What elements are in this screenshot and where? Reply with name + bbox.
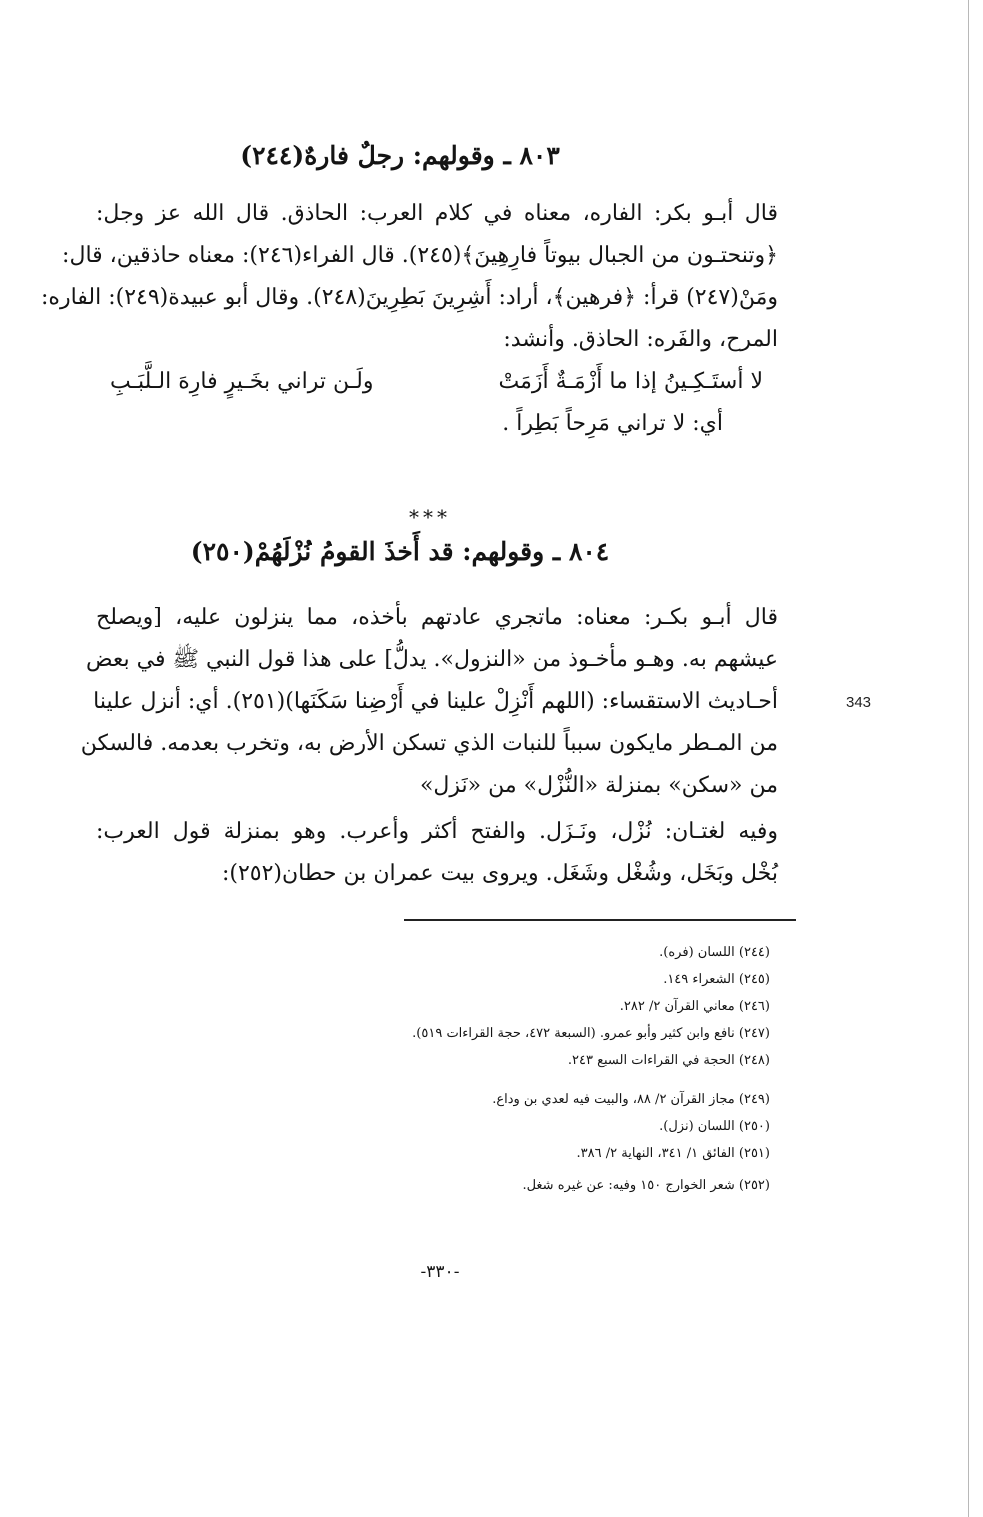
entry-803-line-1: قال أبـو بكر: الفاره، معناه في كلام العرب: الحاذق. قال الله عز وجل: [96, 201, 778, 226]
entry-heading-804: ٨٠٤ ـ وقولهم: قد أَخذَ القومُ نُزْلَهُمْ(٢٥٠) [190, 537, 610, 566]
footnote-250: (٢٥٠) اللسان (نزل). [659, 1119, 770, 1134]
footnote-252: (٢٥٢) شعر الخوارج ١٥٠ وفيه: عن غيره شغل. [522, 1178, 770, 1193]
entry-804-line-4: من المـطر مايكون سبباً للنبات الذي تسكن الأرض به، وتخرب بعدمه. فالسكن [80, 731, 778, 756]
verse-gloss: أي: لا تراني مَرِحاً بَطِراً . [502, 411, 723, 436]
entry-804-line-6: وفيه لغتـان: نُزْل، ونَـزَل. والفتح أكثر وأعرب. وهو بمنزلة قول العرب: [96, 819, 778, 844]
footnote-249: (٢٤٩) مجاز القرآن ٢/ ٨٨، والبيت فيه لعدي بن وداع. [492, 1092, 770, 1107]
entry-803-line-2: ﴿وتنحتـون من الجبال بيوتاً فارِهِينَ﴾(٢٤٥). قال الفراء(٢٤٦): معناه حاذقين، قال: [62, 243, 778, 268]
entry-803-line-3: ومَنْ(٢٤٧) قرأ: ﴿فرهين﴾، أراد: أَشِرِينَ بَطِرِينَ(٢٤٨). وقال أبو عبيدة(٢٤٩): الفاره: [41, 285, 778, 310]
footnote-251: (٢٥١) الفائق ١/ ٣٤١، النهاية ٢/ ٣٨٦. [576, 1146, 770, 1161]
entry-803-line-4: المرح، والفَره: الحاذق. وأنشد: [503, 327, 778, 352]
entry-804-line-1: قال أبـو بكـر: معناه: ماتجري عادتهم بأخذه، مما ينزلون عليه، [ويصلح [96, 605, 778, 630]
side-page-number: 343 [846, 694, 872, 711]
footnote-245: (٢٤٥) الشعراء ١٤٩. [663, 972, 770, 987]
footnote-248: (٢٤٨) الحجة في القراءات السبع ٢٤٣. [567, 1053, 770, 1068]
entry-heading-803: ٨٠٣ ـ وقولهم: رجلٌ فارهٌ(٢٤٤) [240, 141, 560, 170]
verse-first-hemistich: لا أستَـكِـينُ إذا ما أَزْمَـةٌ أَزَمَتْ [498, 369, 763, 394]
footnote-244: (٢٤٤) اللسان (فره). [659, 945, 770, 960]
entry-804-line-2: عيشهم به. وهـو مأخـوذ من «النزول». يدلُّ] على هذا قول النبي ﷺ في بعض [85, 647, 778, 672]
entry-804-line-5: من «سكن» بمنزلة «النُّزْل» من «نَزل» [419, 773, 778, 798]
page-number: -٣٣٠- [420, 1262, 460, 1282]
footnote-246: (٢٤٦) معاني القرآن ٢/ ٢٨٢. [619, 999, 770, 1014]
footnote-divider [404, 919, 796, 921]
footnote-247: (٢٤٧) نافع وابن كثير وأبو عمرو. (السبعة ٤٧٢، حجة القراءات ٥١٩). [412, 1026, 770, 1041]
entry-804-line-7: بُخْل وبَخَل، وشُغْل وشَغَل. ويروى بيت عمران بن حطان(٢٥٢): [221, 861, 778, 886]
entry-804-line-3: أحـاديث الاستقساء: (اللهم أَنْزِلْ علينا في أَرْضِنا سَكَنَها)(٢٥١). أي: أنزل علينا [93, 689, 778, 714]
verse-second-hemistich: ولَـن تراني بخَـيرٍ فارِهَ الـلَّبَـبِ [110, 369, 374, 394]
scan-edge-line [968, 0, 969, 1517]
section-separator: *** [409, 505, 451, 529]
